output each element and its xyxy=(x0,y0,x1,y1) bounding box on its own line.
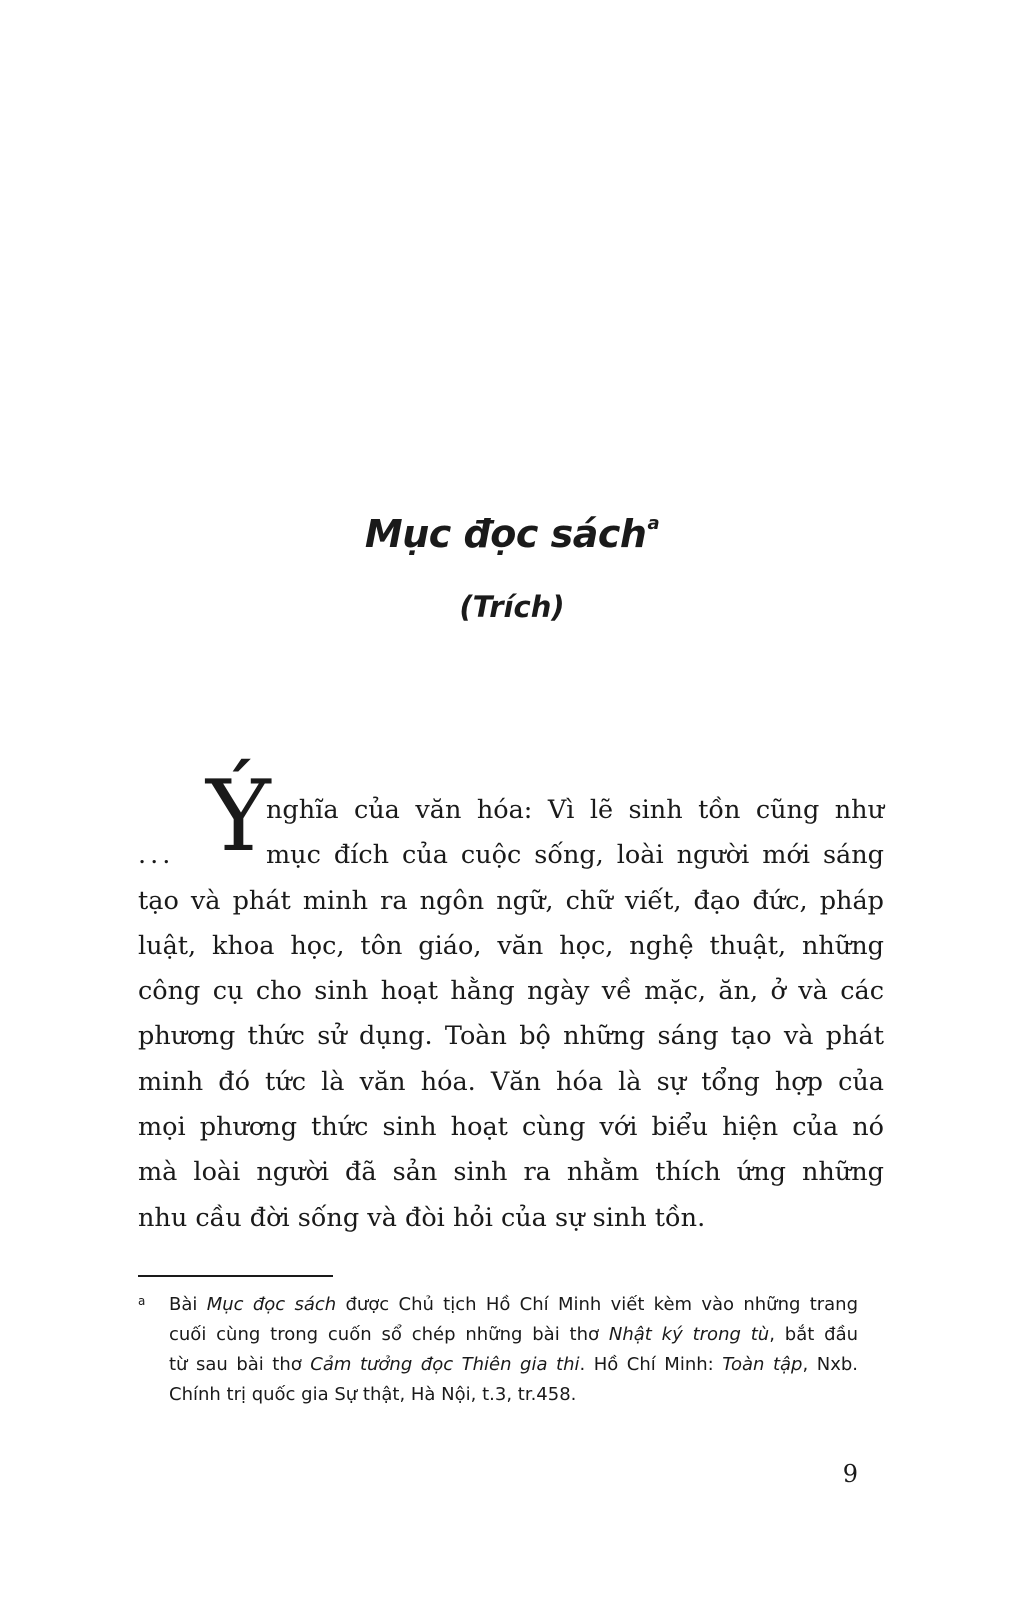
page-number: 9 xyxy=(842,1460,858,1488)
body-line-8: mọi phương thức sinh hoạt cùng với biểu hiện của nó xyxy=(138,1112,884,1143)
footnote-text: cuối cùng trong cuốn sổ chép những bài thơ xyxy=(169,1324,609,1345)
body-line-5: công cụ cho sinh hoạt hằng ngày về mặc, ăn, ở và các xyxy=(138,976,884,1007)
footnote-text: từ sau bài thơ xyxy=(169,1354,311,1375)
footnote-text: , bắt đầu xyxy=(769,1324,859,1345)
body-line-4: luật, khoa học, tôn giáo, văn học, nghệ thuật, những xyxy=(138,930,884,961)
body-line-9: mà loài người đã sản sinh ra nhằm thích ứng những xyxy=(138,1157,884,1188)
body-line-10: nhu cầu đời sống và đòi hỏi của sự sinh tồn. xyxy=(138,1202,706,1233)
title-footnote-marker: a xyxy=(647,513,660,534)
footnote-text: được Chủ tịch Hồ Chí Minh viết kèm vào những trang xyxy=(336,1294,859,1315)
body-line-3: tạo và phát minh ra ngôn ngữ, chữ viết, đạo đức, pháp xyxy=(138,885,884,916)
page-subtitle: (Trích) xyxy=(459,590,565,624)
footnote-line-4: Chính trị quốc gia Sự thật, Hà Nội, t.3, tr.458. xyxy=(169,1384,577,1405)
footnote-line-1 xyxy=(169,1290,858,1320)
body-line-1: nghĩa của văn hóa: Vì lẽ sinh tồn cũng như xyxy=(266,795,884,825)
footnote-italic-title: Toàn tập xyxy=(722,1354,803,1375)
footnote-text: Bài xyxy=(169,1294,207,1315)
body-line-2: mục đích của cuộc sống, loài người mới sáng xyxy=(266,840,884,871)
footnote-italic-title: Mục đọc sách xyxy=(206,1294,337,1315)
footnote-line-3 xyxy=(169,1350,858,1380)
title-text: Mục đọc sách xyxy=(364,512,647,556)
footnote-italic-title: Nhật ký trong tù xyxy=(608,1324,770,1345)
footnote-divider xyxy=(138,1275,333,1277)
footnote-line-2 xyxy=(169,1320,858,1350)
drop-cap: Ý xyxy=(206,760,271,874)
body-paragraph xyxy=(138,760,884,1241)
drop-cap-block xyxy=(138,760,884,879)
footnote-marker: a xyxy=(138,1294,146,1308)
leading-ellipsis: ... xyxy=(138,840,175,871)
page-title xyxy=(0,512,1024,558)
body-line-7: minh đó tức là văn hóa. Văn hóa là sự tổng hợp của xyxy=(138,1066,884,1097)
footnote-italic-title: Cảm tưởng đọc Thiên gia thi xyxy=(310,1354,580,1375)
body-line-6: phương thức sử dụng. Toàn bộ những sáng tạo và phát xyxy=(138,1021,884,1052)
footnote-text: , Nxb. xyxy=(802,1354,858,1375)
footnote-text: . Hồ Chí Minh: xyxy=(579,1354,723,1375)
footnote xyxy=(169,1290,858,1410)
